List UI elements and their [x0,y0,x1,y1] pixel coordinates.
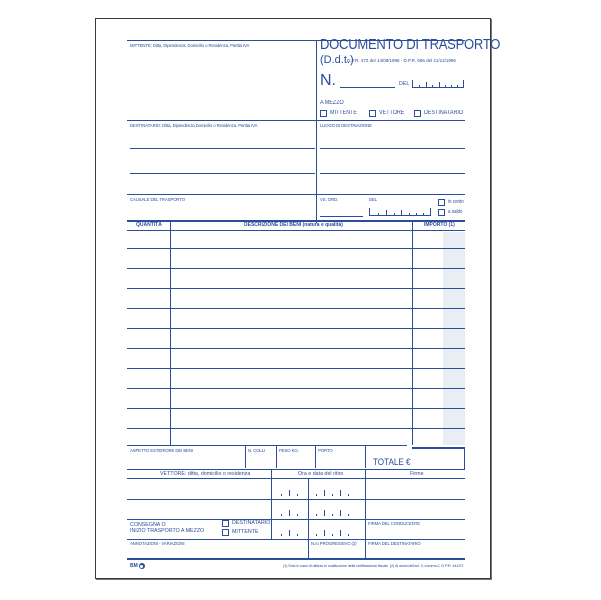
destinatario-label: DESTINATARIO: Ditta, Dipendenza,Domicilio o Residenza, Partita IVA [130,123,258,128]
consegna-destinatario-checkbox[interactable] [222,520,229,527]
col-importo-header: IMPORTO (1) [424,222,455,228]
brand-logo [130,563,145,569]
ritiro-date-1[interactable] [315,487,363,497]
a-mezzo-vettore-checkbox[interactable] [369,110,376,117]
date-tick [439,82,440,88]
table-row[interactable] [127,288,465,289]
ritiro-date-3[interactable] [315,527,363,537]
aspetto-bottom-rule [127,469,465,470]
vs-ord-date-label: DEL [369,197,378,202]
date-dot [419,85,420,87]
aspetto-divider [245,445,246,468]
a-mezzo-mittente-label: MITTENTE [330,110,357,116]
date-dot [445,85,446,87]
consegna-destinatario-label: DESTINATARIO [232,520,271,526]
date-tick [426,82,427,88]
vettore-line-1[interactable] [127,499,465,500]
date-dot [451,85,452,87]
porto-divider [365,445,366,468]
date-dot [457,85,458,87]
header-divider [316,40,317,223]
firma-conducente-label: FIRMA DEL CONDUCENTE [368,521,421,526]
table-row[interactable] [127,408,465,409]
a-saldo-checkbox[interactable] [438,209,445,216]
legal-reference: D.P.R. 472 del 14/08/1996 - D.P.R. 696 del 21/12/1996 [347,58,456,63]
a-mezzo-mittente-checkbox[interactable] [320,110,327,117]
firma-destinatario-field[interactable] [367,546,464,556]
peso-divider [315,445,316,468]
in-conto-checkbox[interactable] [438,199,445,206]
date-dot [394,213,395,215]
totale-label: TOTALE € [373,457,411,467]
mittente-bottom-rule [127,120,465,121]
vs-ord-label: VS. ORD. [320,197,339,202]
totale-field[interactable] [414,449,463,468]
firma-destinatario-label: FIRMA DEL DESTINATARIO [368,541,421,546]
date-field[interactable] [412,78,464,88]
date-tick [412,80,413,88]
a-mezzo-destinatario-label: DESTINATARIO [424,110,464,116]
brand-icon [139,563,145,569]
vettore-divider [271,469,272,539]
destinatario-bottom-rule [127,194,465,195]
destinatario-line-1[interactable] [130,148,315,149]
colli-divider [276,445,277,468]
ora-divider [308,478,309,558]
annotazioni-field[interactable] [130,546,305,556]
consegna-mittente-label: MITTENTE [232,529,259,535]
date-baseline [412,87,464,88]
table-row[interactable] [127,428,465,429]
vs-ord-field[interactable] [320,216,363,217]
consegna-mittente-checkbox[interactable] [222,529,229,536]
vettore-line-2[interactable] [127,519,465,520]
ritiro-time-1[interactable] [280,487,305,497]
vettore-header-rule [127,478,465,479]
col-divider-1 [170,221,171,445]
totale-box-right [464,447,465,469]
number-field[interactable] [340,87,395,88]
table-header-rule [127,230,465,231]
ritiro-time-2[interactable] [280,507,305,517]
annotazioni-label: ANNOTAZIONI - VARIAZIONI [130,541,185,546]
ritiro-date-2[interactable] [315,507,363,517]
vettore-label: VETTORE: ditta, domicilio o residenza [160,471,251,477]
consegna-bottom-rule [127,539,465,540]
causale-field[interactable] [130,202,314,220]
ora-data-label: Ora e data del ritiro [298,471,344,477]
date-label: DEL [399,81,410,87]
progressivo-label: N.ro PROGRESSIVO (2) [311,541,357,546]
document-subtitle: (D.d.t.) [320,54,354,66]
table-row[interactable] [127,268,465,269]
n-colli-label: N. COLLI [248,448,266,453]
a-mezzo-destinatario-checkbox[interactable] [414,110,421,117]
table-row[interactable] [127,248,465,249]
date-tick [386,210,387,216]
table-row[interactable] [127,348,465,349]
consegna-label-1: CONSEGNA O [130,522,166,528]
ritiro-time-3[interactable] [280,527,305,537]
date-tick [463,80,464,88]
a-saldo-label: a saldo [448,209,463,215]
a-mezzo-vettore-label: VETTORE [379,110,405,116]
table-row[interactable] [127,328,465,329]
date-baseline [369,215,431,216]
peso-label: PESO KG. [279,448,299,453]
table-row[interactable] [127,388,465,389]
date-dot [432,85,433,87]
brand-text: BM [130,563,138,569]
date-tick [369,208,370,216]
form-bottom-rule [127,558,465,560]
table-row[interactable] [127,368,465,369]
aspetto-label: ASPETTO ESTERIORE DEI BENI [130,448,193,453]
footnote: (1) Solo in caso di utilizzo in sostituzione della certificazione fiscale. (2) Ai sensi dell'art. 3, comma 2, D.P.R. 441/97. [283,564,465,568]
a-mezzo-label: A MEZZO [320,100,344,106]
number-label: N. [320,72,336,89]
col-quantita-header: QUANTITÀ [136,222,162,228]
firme-divider [365,469,366,558]
date-dot [378,213,379,215]
date-tick [401,210,402,216]
consegna-label-2: INIZIO TRASPORTO A MEZZO [130,528,205,534]
luogo-destinazione-label: LUOGO DI DESTINAZIONE [320,123,372,128]
in-conto-label: in conto [448,199,464,205]
date-dot [409,213,410,215]
luogo-line-1[interactable] [320,148,465,149]
col-divider-2 [412,221,413,445]
document-title: DOCUMENTO DI TRASPORTO [320,37,501,53]
causale-label: CAUSALE DEL TRASPORTO [130,197,186,202]
col-descrizione-header: DESCRIZIONE DEI BENI (natura e qualità) [244,222,343,228]
firma-conducente-field[interactable] [367,526,464,538]
date-dot [423,213,424,215]
mittente-field[interactable] [130,48,314,118]
date-tick [430,208,431,216]
destinatario-line-2[interactable] [130,173,315,174]
luogo-line-2[interactable] [320,173,465,174]
vs-ord-date-field[interactable] [369,206,431,216]
date-dot [416,213,417,215]
mittente-label: MITTENTE: Ditta, Dipendenza, Domicilio o Residenza, Partita IVA [130,43,250,48]
firme-label: Firme [410,471,424,477]
table-row[interactable] [127,308,465,309]
importo-shade [443,232,465,445]
porto-label: PORTO [318,448,333,453]
